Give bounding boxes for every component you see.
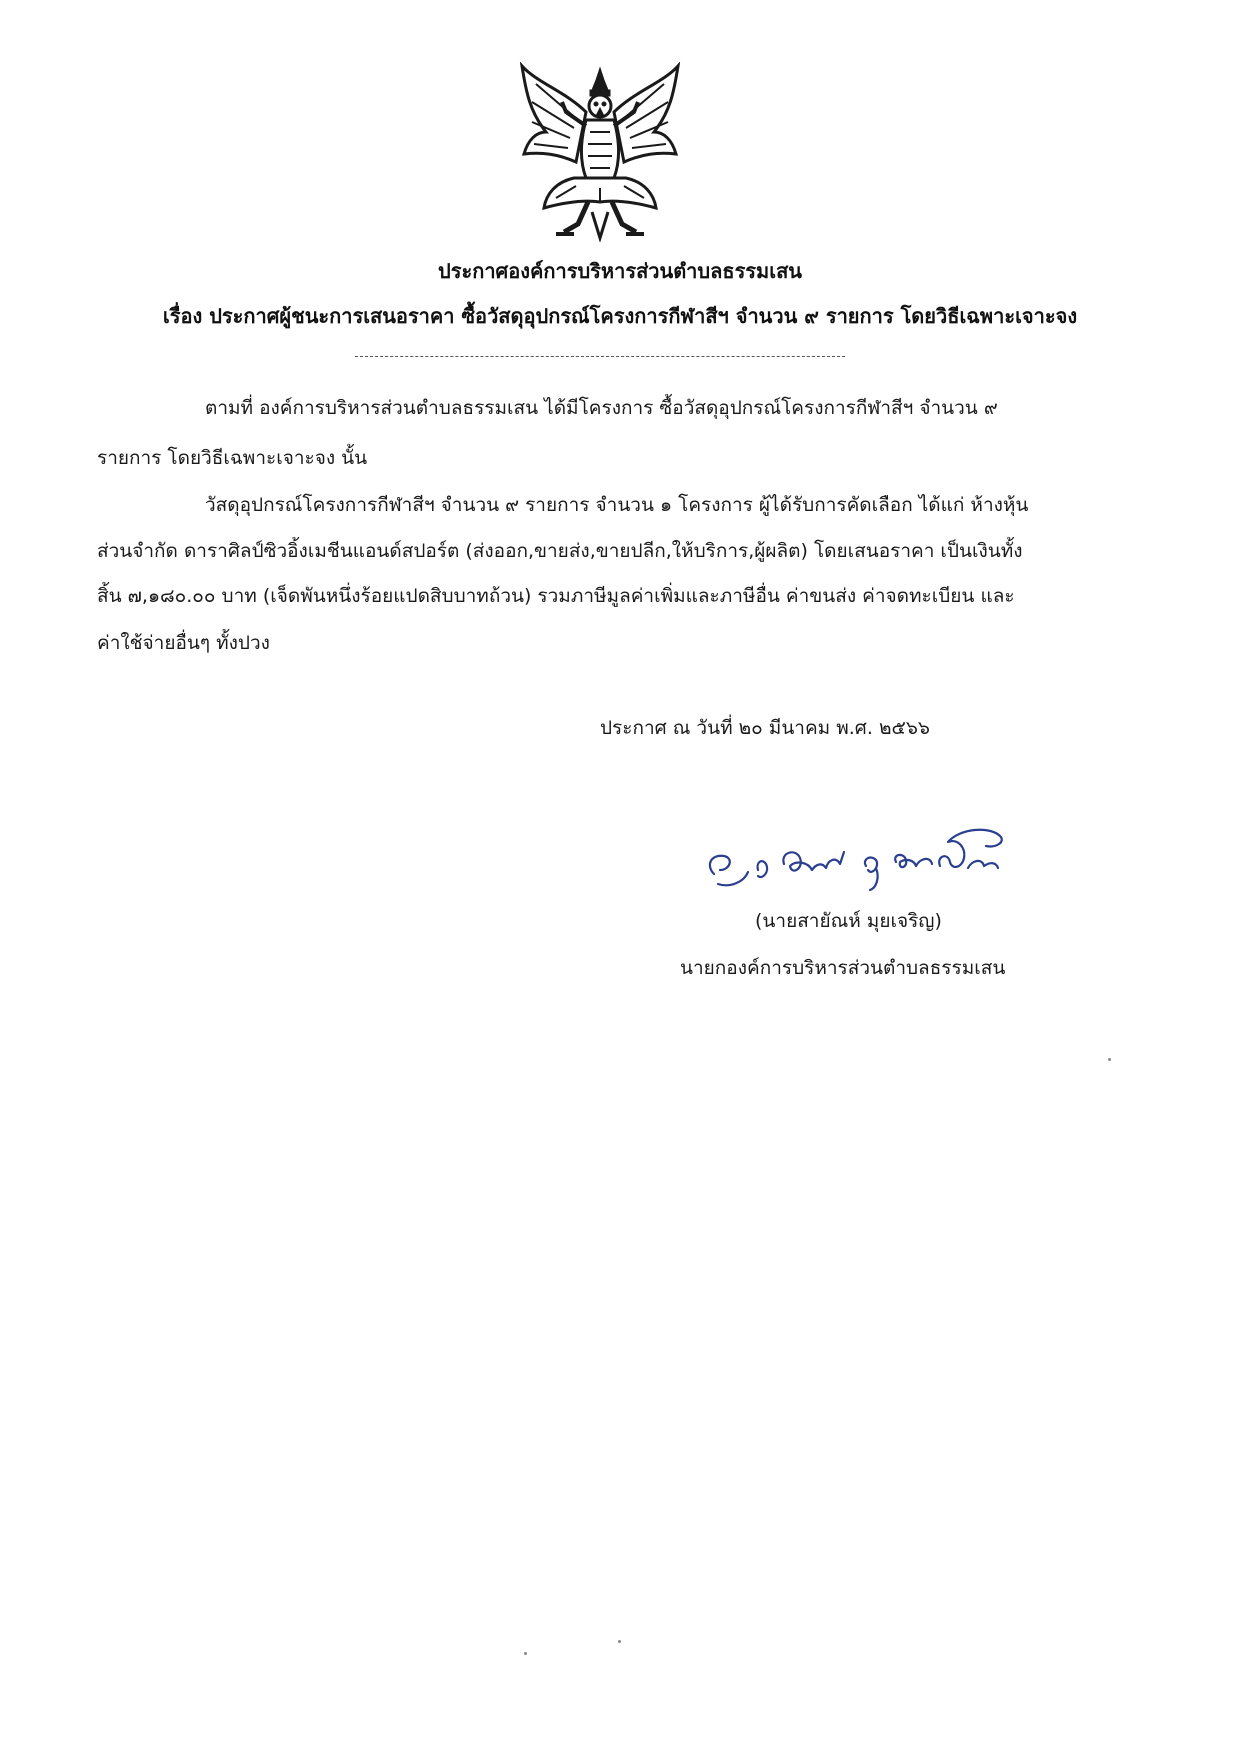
- scan-speck: [524, 1652, 527, 1655]
- body-line: รายการ โดยวิธีเฉพาะเจาะจง นั้น: [97, 447, 368, 469]
- handwritten-signature: [700, 808, 1020, 898]
- announcement-subject: เรื่อง ประกาศผู้ชนะการเสนอราคา ซื้อวัสดุอุปกรณ์โครงการกีฬาสีฯ จำนวน ๙ รายการ โดยวิธีเฉพาะเจาะจง: [162, 304, 1078, 328]
- signer-name: (นายสายัณห์ มุยเจริญ): [755, 910, 942, 932]
- garuda-emblem-icon: [516, 62, 684, 242]
- announcement-date: ประกาศ ณ วันที่ ๒๐ มีนาคม พ.ศ. ๒๕๖๖: [600, 717, 930, 739]
- body-line: ค่าใช้จ่ายอื่นๆ ทั้งปวง: [97, 632, 270, 654]
- body-line: สิ้น ๗,๑๘๐.๐๐ บาท (เจ็ดพันหนึ่งร้อยแปดสิบบาทถ้วน) รวมภาษีมูลค่าเพิ่มและภาษีอื่น ค่าขนส่ง ค่าจดทะเบียน และ: [97, 585, 1015, 607]
- body-line: ตามที่ องค์การบริหารส่วนตำบลธรรมเสน ได้มีโครงการ ซื้อวัสดุอุปกรณ์โครงการกีฬาสีฯ จำนวน ๙: [205, 397, 998, 419]
- scan-speck: [618, 1640, 621, 1643]
- header-divider: [355, 356, 845, 357]
- signer-position: นายกองค์การบริหารส่วนตำบลธรรมเสน: [680, 957, 1006, 979]
- announcement-title: ประกาศองค์การบริหารส่วนตำบลธรรมเสน: [438, 259, 802, 283]
- body-line: ส่วนจำกัด ดาราศิลป์ซิวอิ้งเมชีนแอนด์สปอร์ต (ส่งออก,ขายส่ง,ขายปลีก,ให้บริการ,ผู้ผลิต) โดยเสนอราคา เป็นเงินทั้ง: [97, 540, 1023, 562]
- body-line: วัสดุอุปกรณ์โครงการกีฬาสีฯ จำนวน ๙ รายการ จำนวน ๑ โครงการ ผู้ได้รับการคัดเลือก ได้แก่ ห้างหุ้น: [205, 494, 1029, 516]
- scan-speck: [1108, 1058, 1111, 1061]
